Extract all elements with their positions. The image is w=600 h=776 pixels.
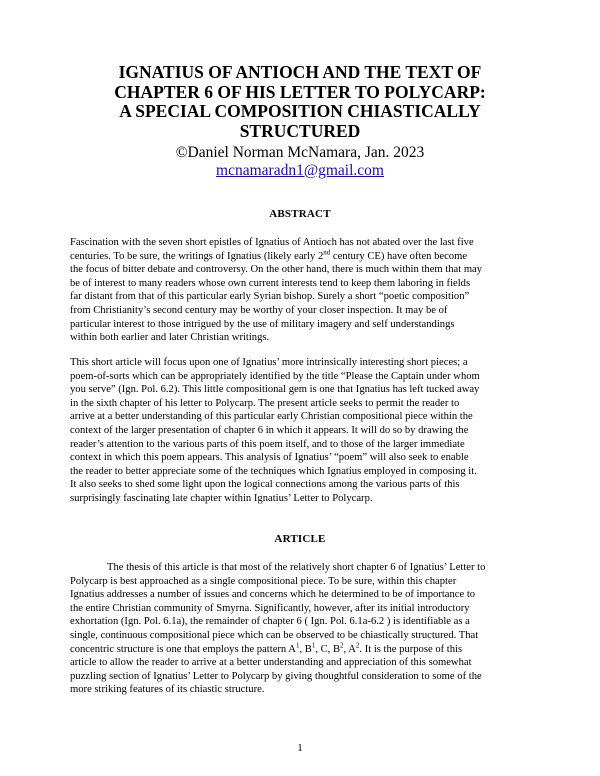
- text-line: arrive at a better understanding of this particular early Christian compositional piece within the: [70, 411, 473, 423]
- text-line: [70, 250, 540, 264]
- superscript: 2: [355, 641, 360, 650]
- text-line: article to allow the reader to arrive at a better understanding and appreciation of this somewhat: [70, 657, 472, 669]
- text-line: within both earlier and later Christian writings.: [70, 332, 270, 344]
- text-line: far distant from that of this particular early Syrian bishop. Surely a short “poetic composition”: [70, 291, 470, 303]
- text-line: single, continuous compositional piece which can be observed to be chiastically structured. That: [70, 629, 479, 641]
- text-line: you serve” (Ign. Pol. 6.2). This little compositional gem is one that Ignatius has left tucked away: [70, 384, 480, 396]
- article-paragraph-1: [70, 561, 540, 697]
- email-line: [0, 162, 600, 180]
- abstract-paragraph-2: [70, 356, 540, 506]
- text-line: context of the larger presentation of chapter 6 in which it appears. It will do so by drawing the: [70, 424, 469, 436]
- superscript: 2: [340, 641, 344, 650]
- text-line: from Christianity’s second century may be worthy of your closer inspection. It may be of: [70, 304, 448, 316]
- text-line: particular interest to those intrigued by the use of military imagery and self understandings: [70, 318, 455, 330]
- text-line: reader’s attention to the various parts of this poem itself, and to those of the larger immediate: [70, 438, 465, 450]
- text-segment: . It is the purpose of this: [359, 643, 463, 655]
- text-line: the entire Christian community of Smyrna. Significantly, however, after its initial introductory: [70, 602, 470, 614]
- text-line: It also seeks to shed some light upon the logical connections among the various parts of this: [70, 479, 460, 491]
- superscript: 1: [295, 641, 300, 650]
- superscript: nd: [323, 248, 331, 257]
- page-number: 1: [297, 742, 303, 754]
- abstract-heading: ABSTRACT: [269, 208, 331, 220]
- text-line: the focus of bitter debate and controversy. On the other hand, there is much within them that may: [70, 264, 483, 276]
- text-line: puzzling section of Ignatius’ Letter to Polycarp by giving thoughtful consideration to some of the: [70, 670, 482, 682]
- text-segment: century CE) have often become: [330, 250, 468, 262]
- text-line: surprisingly fascinating late chapter within Ignatius’ Letter to Polycarp.: [70, 492, 373, 504]
- text-segment: , B: [299, 643, 312, 655]
- author-line: ©Daniel Norman McNamara, Jan. 2023: [175, 144, 425, 161]
- text-line: poem-of-sorts which can be appropriately identified by the title “Please the Captain under whom: [70, 370, 480, 382]
- text-line: context in which this poem appears. This analysis of Ignatius’ “poem” will also seek to enable: [70, 452, 469, 464]
- text-line: the reader to better appreciate some of the techniques which Ignatius employed in composing it.: [70, 465, 477, 477]
- title-line: IGNATIUS OF ANTIOCH AND THE TEXT OF: [118, 62, 482, 82]
- text-line: exhortation (Ign. Pol. 6.1a), the remainder of chapter 6 ( Ign. Pol. 6.1a-6.2 ) is identifiable as a: [70, 616, 470, 628]
- text-line: more striking features of its chiastic structure.: [70, 684, 265, 696]
- title-line: STRUCTURED: [239, 120, 361, 141]
- paper-title: [90, 63, 510, 141]
- text-line: This short article will focus upon one of Ignatius’ more intrinsically interesting short pieces; a: [70, 357, 468, 368]
- text-line: Fascination with the seven short epistles of Ignatius of Antioch has not abated over the last five: [70, 237, 474, 248]
- email-link[interactable]: mcnamaradn1@gmail.com: [216, 162, 384, 179]
- text-segment: , A: [343, 643, 356, 655]
- text-line: The thesis of this article is that most of the relatively short chapter 6 of Ignatius’ Letter to: [107, 562, 486, 573]
- article-heading: ARTICLE: [274, 533, 326, 545]
- text-segment: centuries. To be sure, the writings of Ignatius (likely early 2: [70, 250, 324, 262]
- text-line: Ignatius addresses a number of issues and concerns which he determined to be of importance to: [70, 589, 476, 601]
- text-line: be of interest to many readers whose own current interests tend to keep them laboring in fields: [70, 277, 471, 289]
- text-line: in the sixth chapter of his letter to Polycarp. The present article seeks to permit the reader to: [70, 397, 460, 409]
- text-line: [70, 643, 540, 657]
- text-line: Polycarp is best approached as a single compositional piece. To be sure, within this chapter: [70, 575, 457, 587]
- abstract-paragraph-1: [70, 236, 540, 345]
- text-segment: , C, B: [315, 643, 341, 655]
- text-segment: concentric structure is one that employs the pattern A: [70, 643, 296, 655]
- superscript: 1: [311, 641, 316, 650]
- title-line: CHAPTER 6 OF HIS LETTER TO POLYCARP:: [114, 81, 486, 102]
- title-line: A SPECIAL COMPOSITION CHIASTICALLY: [119, 101, 481, 121]
